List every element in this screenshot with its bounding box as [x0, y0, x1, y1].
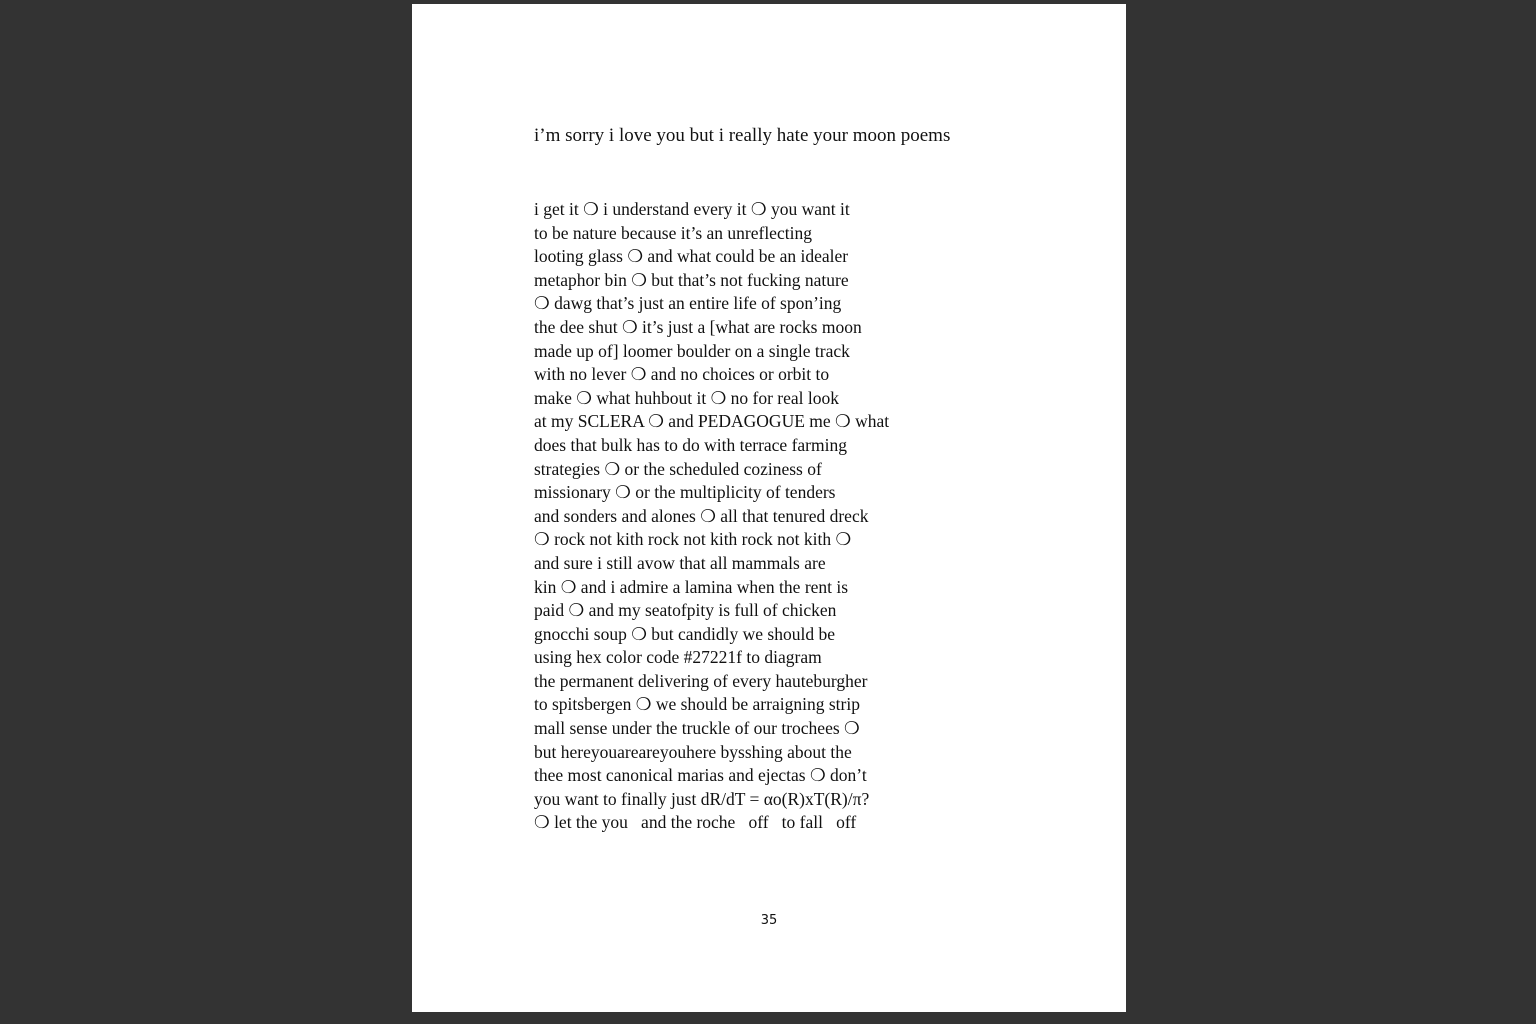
poem-line: looting glass ❍ and what could be an idealer: [534, 246, 849, 267]
poem-title: i’m sorry i love you but i really hate your moon poems: [534, 125, 951, 146]
poem-line: made up of] loomer boulder on a single track: [534, 340, 850, 361]
poem-line: ❍ let the you and the roche off to fall off: [534, 812, 857, 833]
poem-line: missionary ❍ or the multiplicity of tenders: [534, 482, 836, 503]
poem-line: and sure i still avow that all mammals are: [534, 552, 826, 573]
poem-line: i get it ❍ i understand every it ❍ you want it: [534, 199, 850, 219]
poem-line: strategies ❍ or the scheduled coziness of: [534, 458, 822, 479]
poem-line: using hex color code #27221f to diagram: [534, 647, 822, 668]
poem-line: gnocchi soup ❍ but candidly we should be: [534, 623, 835, 644]
poem-line: you want to finally just dR/dT = αo(R)xT(R)/π?: [534, 788, 870, 809]
poem-line: make ❍ what huhbout it ❍ no for real look: [534, 387, 839, 408]
poem-line: and sonders and alones ❍ all that tenured dreck: [534, 505, 869, 526]
poem-line: does that bulk has to do with terrace farming: [534, 434, 847, 455]
poem-line: to be nature because it’s an unreflecting: [534, 222, 812, 243]
poem-line: with no lever ❍ and no choices or orbit to: [534, 364, 830, 385]
page-number: 35: [760, 913, 778, 928]
poem-line: but hereyouareareyouhere bysshing about the: [534, 741, 852, 762]
poem-line: to spitsbergen ❍ we should be arraigning strip: [534, 694, 860, 715]
poem-line: mall sense under the truckle of our trochees ❍: [534, 718, 860, 739]
poem-line: kin ❍ and i admire a lamina when the rent is: [534, 576, 849, 597]
poem-body: [534, 198, 889, 835]
poem-line: paid ❍ and my seatofpity is full of chicken: [534, 600, 837, 621]
document-page: [412, 4, 1126, 1012]
poem-line: thee most canonical marias and ejectas ❍ don’t: [534, 765, 867, 786]
poem-line: the dee shut ❍ it’s just a [what are rocks moon: [534, 316, 862, 337]
poem-line: at my SCLERA ❍ and PEDAGOGUE me ❍ what: [534, 411, 890, 432]
poem-line: the permanent delivering of every hauteburgher: [534, 670, 868, 691]
poem-line: metaphor bin ❍ but that’s not fucking nature: [534, 269, 849, 290]
poem-line: ❍ dawg that’s just an entire life of spon’ing: [534, 293, 842, 314]
poem-line: ❍ rock not kith rock not kith rock not kith ❍: [534, 529, 852, 550]
